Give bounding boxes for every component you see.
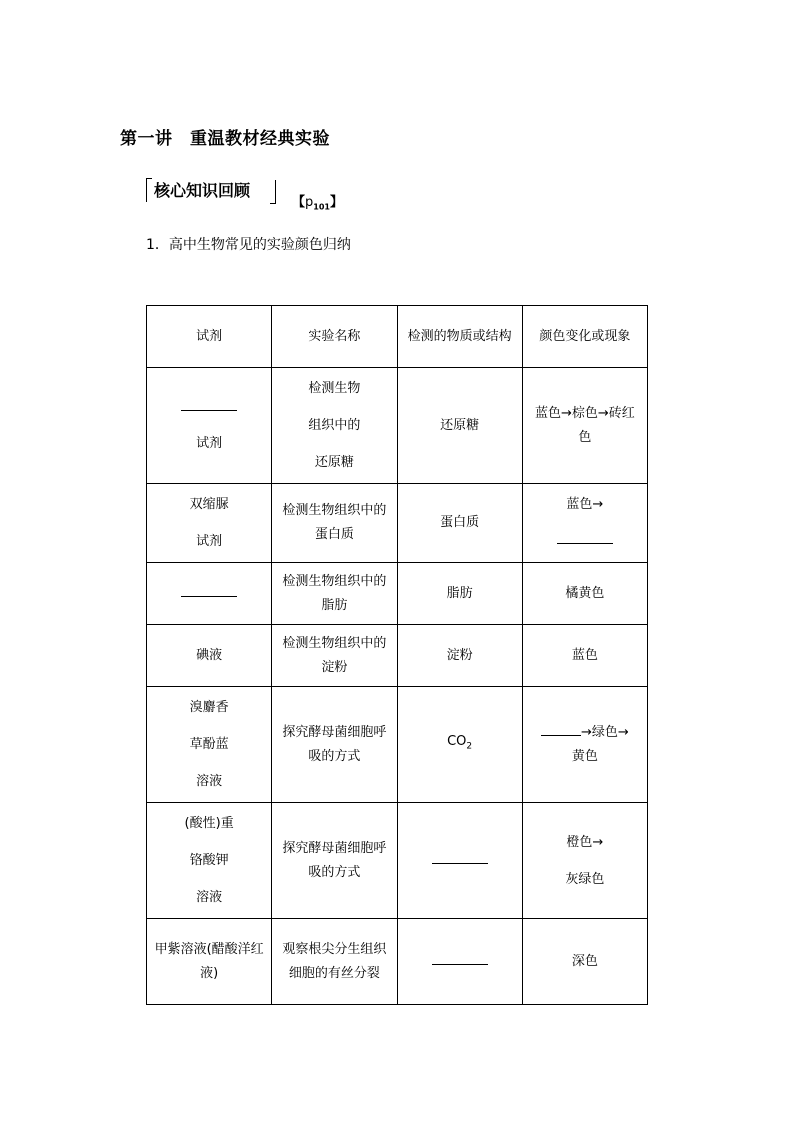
color-text: 黄色 [571,748,598,764]
color-cell: 橘黄色 [522,563,647,625]
table-row [147,625,648,687]
header-reagent: 试剂 [147,306,272,368]
experiment-cell: 观察根尖分生组织细胞的有丝分裂 [272,919,397,1005]
reagent-text: 双缩脲 [189,497,229,512]
reagent-text: 铬酸钾 [189,853,229,868]
substance-subscript: 2 [466,741,473,752]
substance-cell: 脂肪 [397,563,522,625]
fill-in-blank [541,723,581,736]
experiment-cell [272,368,397,484]
table-header-row [147,306,648,368]
substance-cell: 还原糖 [397,368,522,484]
header-color-change: 颜色变化或现象 [522,306,647,368]
experiment-cell: 检测生物组织中的脂肪 [272,563,397,625]
reagent-text: 溶液 [196,890,223,905]
table-row [147,368,648,484]
experiment-cell: 探究酵母菌细胞呼吸的方式 [272,687,397,803]
color-cell [522,484,647,563]
substance-cell: 淀粉 [397,625,522,687]
table-row [147,484,648,563]
header-substance: 检测的物质或结构 [397,306,522,368]
reagent-text: 试剂 [196,534,223,549]
header-experiment: 实验名称 [272,306,397,368]
table-row [147,687,648,803]
bracket-right [270,180,276,204]
reagent-cell: 甲紫溶液(醋酸洋红液) [147,919,272,1005]
table-row [147,803,648,919]
page-ref-letter: p [305,195,314,210]
experiment-cell: 检测生物组织中的淀粉 [272,625,397,687]
fill-in-blank [181,396,237,411]
page-title: 第一讲 重温教材经典实验 [120,129,330,149]
table-row [147,563,648,625]
reagent-cell [147,484,272,563]
color-text: 橙色→ [566,834,604,850]
reagent-cell [147,803,272,919]
reagent-text: 溶液 [196,774,223,789]
color-cell [522,687,647,803]
reagent-text: 试剂 [196,435,223,451]
experiment-color-table [146,305,648,1005]
page-reference [292,191,343,212]
color-cell [522,803,647,919]
color-cell: 深色 [522,919,647,1005]
table-row [147,919,648,1005]
color-text: →绿色→ [580,724,629,740]
reagent-text: 草酚蓝 [189,737,229,752]
fill-in-blank [181,582,237,597]
substance-cell [397,803,522,919]
reagent-cell [147,687,272,803]
experiment-text: 组织中的 [308,418,361,433]
experiment-cell: 检测生物组织中的蛋白质 [272,484,397,563]
reagent-cell [147,368,272,484]
substance-text: CO [447,734,467,750]
page-ref-open: 【 [292,195,306,210]
experiment-text: 还原糖 [314,455,354,470]
fill-in-blank [432,950,488,965]
experiment-text: 检测生物 [308,381,361,396]
experiment-cell: 探究酵母菌细胞呼吸的方式 [272,803,397,919]
substance-cell [397,687,522,803]
section-heading: 1．高中生物常见的实验颜色归纳 [146,237,351,253]
color-text: 灰绿色 [565,871,605,887]
reagent-cell: 碘液 [147,625,272,687]
color-text: 蓝色→ [566,497,604,512]
page-ref-number: 101 [313,202,330,212]
color-cell: 蓝色 [522,625,647,687]
reagent-text: 溴麝香 [189,700,229,715]
page-ref-close: 】 [329,195,343,210]
reagent-cell [147,563,272,625]
reagent-text: (酸性)重 [184,816,234,831]
substance-cell [397,919,522,1005]
substance-cell: 蛋白质 [397,484,522,563]
color-cell: 蓝色→棕色→砖红色 [522,368,647,484]
section-badge [146,178,276,206]
fill-in-blank [557,529,613,544]
badge-label: 核心知识回顾 [154,181,251,200]
fill-in-blank [432,849,488,864]
